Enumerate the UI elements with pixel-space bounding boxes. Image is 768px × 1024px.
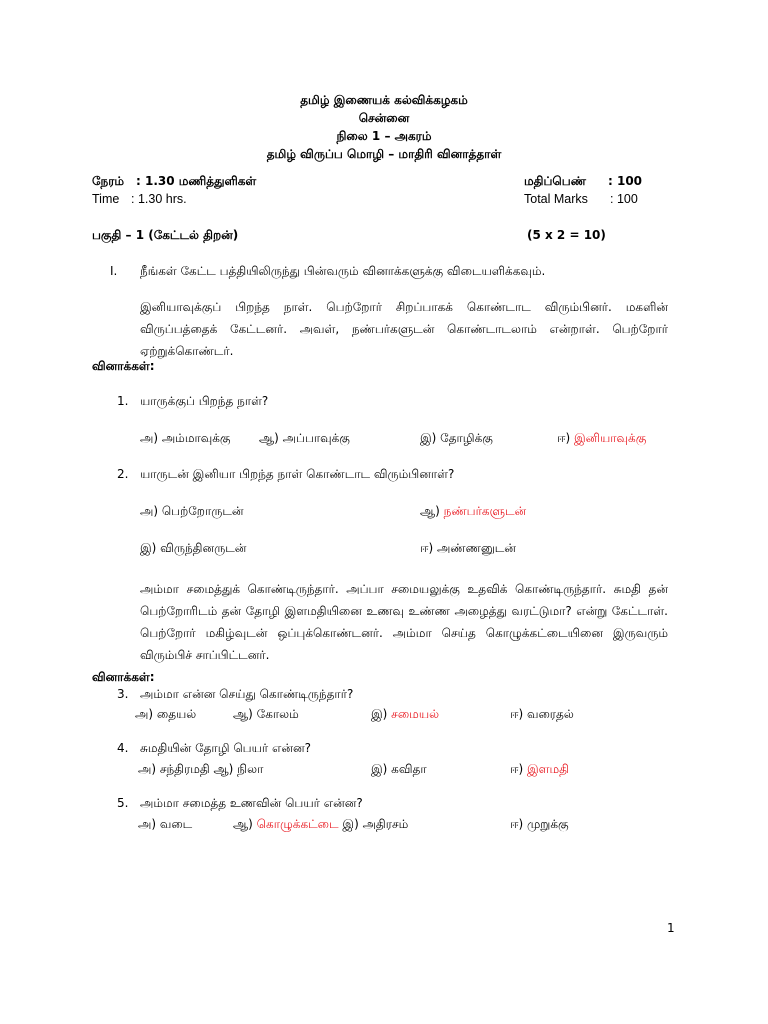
q2-answer: நண்பர்களுடன் (443, 504, 527, 518)
q3-answer: சமையல் (391, 707, 440, 721)
section-title: பகுதி – 1 (கேட்டல் திறன்) (92, 228, 239, 242)
question-3-number: 3. (117, 687, 129, 701)
question-1-number: 1. (117, 394, 129, 408)
q4-option-c: இ) கவிதா (371, 762, 427, 776)
q4-option-a: அ) சந்திரமதி ஆ) நிலா (138, 762, 264, 776)
time-ta-value: : 1.30 மணித்துளிகள் (136, 174, 257, 188)
marks-ta-value: : 100 (608, 174, 643, 188)
questions-label-2: வினாக்கள்: (92, 670, 155, 684)
passage-1: இனியாவுக்குப் பிறந்த நாள். பெற்றோர் சிறப்பாகக் கொண்டாட விரும்பினர். மகளின் விருப்பத்தைக் கேட்டனர். அவள், நண்பர்களுடன் கொண்டாடலாம் என்றாள். பெற்றோர் ஏற்றுக்கொண்டர். (140, 300, 668, 358)
question-5-number: 5. (117, 796, 129, 810)
q2-option-d: ஈ) அண்ணனுடன் (420, 541, 516, 555)
marks-ta-label: மதிப்பெண் (524, 174, 586, 188)
q4-option-d: ஈ) இளமதி (510, 762, 569, 776)
question-1-text: யாருக்குப் பிறந்த நாள்? (140, 394, 269, 408)
passage-2: அம்மா சமைத்துக் கொண்டிருந்தார். அப்பா சமையலுக்கு உதவிக் கொண்டிருந்தார். சுமதி தன் பெற்றோரிடம் தன் தோழி இளமதியினை உணவு உண்ண அழைத்து வரட்டுமா? என்று கேட்டாள். பெற்றோர் மகிழ்வுடன் ஒப்புக்கொண்டனர். அம்மா செய்த கொழுக்கட்டையினை இருவரும் விரும்பிச் சாப்பிட்டனர். (140, 582, 668, 662)
question-2-number: 2. (117, 467, 129, 481)
q1-answer: இனியாவுக்கு (573, 431, 647, 445)
q3-option-c: இ) சமையல் (371, 707, 440, 721)
q3-option-d: ஈ) வரைதல் (510, 707, 574, 721)
q5-option-b: ஆ) கொழுக்கட்டை இ) அதிரசம் (233, 817, 409, 831)
q5-answer: கொழுக்கட்டை (256, 817, 339, 831)
q2-option-b: ஆ) நண்பர்களுடன் (420, 504, 527, 518)
marks-en-label: Total Marks (524, 192, 588, 206)
q2-option-a: அ) பெற்றோருடன் (140, 504, 244, 518)
question-5-text: அம்மா சமைத்த உணவின் பெயர் என்ன? (140, 796, 363, 810)
instruction-text: நீங்கள் கேட்ட பத்தியிலிருந்து பின்வரும் வினாக்களுக்கு விடையளிக்கவும். (140, 264, 546, 278)
question-4-text: சுமதியின் தோழி பெயர் என்ன? (140, 741, 311, 755)
q3-option-b: ஆ) கோலம் (233, 707, 299, 721)
time-en-label: Time (92, 192, 120, 206)
q4-answer: இளமதி (526, 762, 569, 776)
roman-numeral: I. (110, 264, 118, 278)
q3-option-a: அ) தையல் (135, 707, 197, 721)
q2-option-c: இ) விருந்தினருடன் (140, 541, 247, 555)
time-ta-label: நேரம் (92, 174, 125, 188)
level-title: நிலை 1 – அகரம் (336, 129, 432, 143)
q5-option-a: அ) வடை (138, 817, 193, 831)
page-number: 1 (667, 921, 675, 935)
q1-option-a: அ) அம்மாவுக்கு (140, 431, 231, 445)
questions-label-1: வினாக்கள்: (92, 359, 155, 373)
city-name: சென்னை (358, 111, 410, 125)
section-marks: (5 x 2 = 10) (527, 228, 606, 242)
time-en-value: : 1.30 hrs. (131, 192, 187, 206)
q1-option-c: இ) தோழிக்கு (420, 431, 493, 445)
q5-option-d: ஈ) முறுக்கு (510, 817, 569, 831)
question-2-text: யாருடன் இனியா பிறந்த நாள் கொண்டாட விரும்பினாள்? (140, 467, 455, 481)
q1-option-b: ஆ) அப்பாவுக்கு (259, 431, 350, 445)
q1-option-d: ஈ) இனியாவுக்கு (557, 431, 647, 445)
institution-name: தமிழ் இணையக் கல்விக்கழகம் (300, 93, 468, 107)
marks-en-value: : 100 (610, 192, 638, 206)
question-3-text: அம்மா என்ன செய்து கொண்டிருந்தார்? (140, 687, 354, 701)
question-4-number: 4. (117, 741, 129, 755)
paper-title: தமிழ் விருப்ப மொழி – மாதிரி வினாத்தாள் (266, 147, 502, 161)
